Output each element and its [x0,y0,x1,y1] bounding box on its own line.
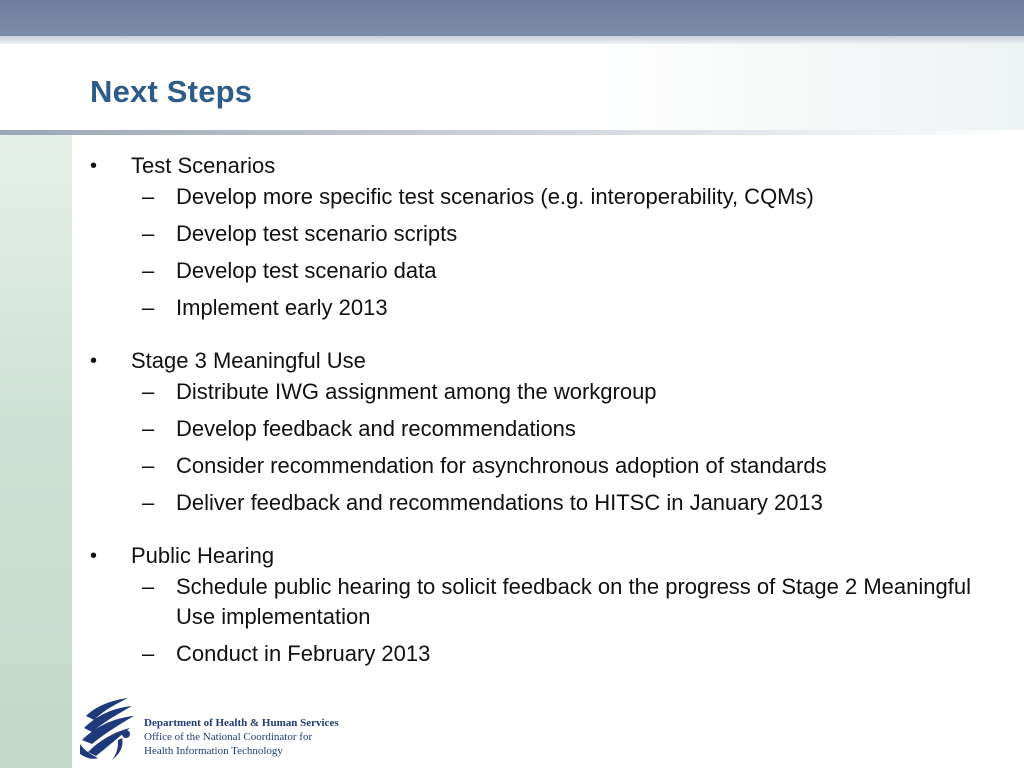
dash-marker: – [142,184,155,209]
list-item [90,488,990,518]
dash-marker: – [142,453,155,478]
top-banner [0,0,1024,36]
list-item [90,451,990,481]
logo-line-department: Department of Health & Human Services [144,717,339,729]
slide-content [90,150,990,691]
list-item [90,256,990,286]
list-item-text: Schedule public hearing to solicit feedback on the progress of Stage 2 Meaningful Use implementation [176,574,971,629]
list-item [90,219,990,249]
hhs-logo [78,692,346,768]
bullet-marker: • [90,545,98,567]
section-heading [90,345,990,377]
list-item [90,572,990,632]
list-item-text: Develop more specific test scenarios (e.g. interoperability, CQMs) [176,184,814,209]
list-item-text: Develop test scenario scripts [176,221,458,246]
dash-marker: – [142,490,155,515]
section-heading-text: Public Hearing [131,543,275,568]
list-item [90,639,990,669]
sub-list [90,377,990,518]
dash-marker: – [142,641,155,666]
logo-line-office: Office of the National Coordinator for [144,731,313,743]
hhs-logo-text [144,716,339,758]
slide-title: Next Steps [90,74,253,109]
list-item [90,182,990,212]
list-item [90,293,990,323]
list-item [90,414,990,444]
dash-marker: – [142,258,155,283]
list-item-text: Develop test scenario data [176,258,437,283]
dash-marker: – [142,295,155,320]
sub-list [90,572,990,669]
list-item-text: Distribute IWG assignment among the workgroup [176,379,657,404]
logo-line-health-it: Health Information Technology [144,745,283,757]
section-heading [90,150,990,182]
dash-marker: – [142,416,155,441]
dash-marker: – [142,221,155,246]
list-item-text: Develop feedback and recommendations [176,416,576,441]
title-divider [0,130,1024,135]
list-item-text: Consider recommendation for asynchronous adoption of standards [176,453,827,478]
list-item [90,377,990,407]
top-banner-accent [0,36,1024,44]
hhs-eagle-icon [78,694,140,766]
sub-list [90,182,990,323]
bullet-marker: • [90,155,98,177]
list-item-text: Implement early 2013 [176,295,388,320]
section-heading [90,540,990,572]
bullet-marker: • [90,350,98,372]
side-strip [0,135,72,768]
dash-marker: – [142,379,155,404]
section-public-hearing [90,540,990,669]
list-item-text: Deliver feedback and recommendations to HITSC in January 2013 [176,490,823,515]
section-heading-text: Stage 3 Meaningful Use [131,348,366,373]
section-test-scenarios [90,150,990,323]
section-stage-3-meaningful-use [90,345,990,518]
dash-marker: – [142,574,155,599]
section-heading-text: Test Scenarios [131,153,276,178]
list-item-text: Conduct in February 2013 [176,641,431,666]
